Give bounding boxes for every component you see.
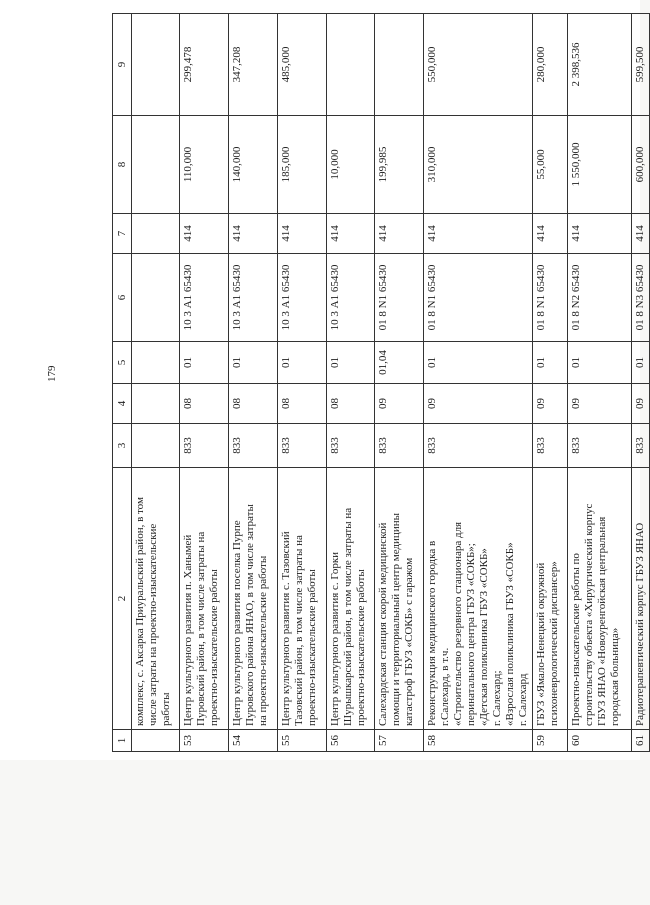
header-cell: 6 (113, 254, 132, 342)
table-row (229, 14, 278, 752)
object-name-line: Проектно-изыскательские работы по (569, 553, 582, 726)
row-number-cell: 58 (424, 730, 533, 752)
object-name-line: Центр культурного развития с. Тазовский (280, 531, 292, 726)
target-article-cell: 01 8 N1 65430 (532, 254, 567, 342)
object-name-cell (532, 468, 567, 730)
subsection-code-cell: 01 (424, 342, 533, 384)
object-name-cell (327, 468, 375, 730)
object-name-line: городская больница» (608, 627, 621, 726)
subsection-code-cell (132, 342, 180, 384)
subsection-code-cell: 01,04 (375, 342, 424, 384)
object-name-cell (229, 468, 278, 730)
row-number-cell: 59 (532, 730, 567, 752)
target-article-cell: 10 3 А1 65430 (229, 254, 278, 342)
expense-type-cell: 414 (631, 214, 649, 254)
object-name-line: г.Салехард, в т.ч. (438, 647, 451, 726)
header-cell: 1 (113, 730, 132, 752)
amount-year1-cell: 185,000 (278, 116, 327, 214)
row-number-cell: 55 (278, 730, 327, 752)
target-article-cell: 01 8 N1 65430 (424, 254, 533, 342)
object-name-cell (375, 468, 424, 730)
amount-year1-cell: 310,000 (424, 116, 533, 214)
ministry-code-cell: 833 (631, 424, 649, 468)
object-name-cell (180, 468, 229, 730)
object-name-line: числе затраты на проектно-изыскательские (146, 523, 159, 726)
table-row (180, 14, 229, 752)
table-row (631, 14, 649, 752)
section-code-cell: 09 (424, 384, 533, 424)
amount-year2-cell: 347,208 (229, 14, 278, 116)
object-name-line: Реконструкция медицинского городка в (426, 540, 438, 726)
target-article-cell: 01 8 N2 65430 (567, 254, 631, 342)
expense-type-cell (132, 214, 180, 254)
expense-type-cell: 414 (375, 214, 424, 254)
table-row (278, 14, 327, 752)
object-name-line: Пуровский район, в том числе затраты на (194, 531, 207, 726)
object-name-line: Шурышкарский район, в том числе затраты на (341, 507, 354, 726)
expense-type-cell: 414 (424, 214, 533, 254)
object-name-line: Центр культурного развития с. Горки (329, 551, 341, 726)
amount-year1-cell: 55,000 (532, 116, 567, 214)
section-code-cell: 09 (567, 384, 631, 424)
budget-table (112, 13, 650, 752)
subsection-code-cell: 01 (567, 342, 631, 384)
section-code-cell: 08 (229, 384, 278, 424)
amount-year2-cell: 280,000 (532, 14, 567, 116)
object-name-line: ГБУЗ «Ямало-Ненецкий окружной (534, 562, 547, 726)
object-name-line: ГБУЗ ЯНАО «Новоуренгойская центральная (595, 516, 608, 726)
expense-type-cell: 414 (532, 214, 567, 254)
object-name-line: на проектно-изыскательские работы (256, 555, 269, 726)
amount-year2-cell: 299,478 (180, 14, 229, 116)
object-name-line: катастроф ГБУЗ «СОКБ» с гаражом (402, 557, 415, 726)
section-code-cell (132, 384, 180, 424)
target-article-cell: 10 3 А1 65430 (278, 254, 327, 342)
expense-type-cell: 414 (229, 214, 278, 254)
expense-type-cell: 414 (327, 214, 375, 254)
subsection-code-cell: 01 (327, 342, 375, 384)
object-name-line: «Строительство резервного стационара для (451, 521, 464, 726)
subsection-code-cell: 01 (532, 342, 567, 384)
row-number-cell: 54 (229, 730, 278, 752)
object-name-line: психоневрологический диспансер» (547, 561, 560, 726)
ministry-code-cell: 833 (327, 424, 375, 468)
header-cell: 2 (113, 468, 132, 730)
ministry-code-cell: 833 (424, 424, 533, 468)
subsection-code-cell: 01 (229, 342, 278, 384)
object-name-line: строительству объекта «Хирургический корпус (582, 503, 595, 726)
object-name-line: работы (159, 692, 172, 726)
ministry-code-cell: 833 (567, 424, 631, 468)
amount-year2-cell: 550,000 (424, 14, 533, 116)
table-body (113, 14, 650, 752)
target-article-cell (132, 254, 180, 342)
object-name-line: комплекс, с. Аксарка Приуральский район, в том (134, 497, 146, 726)
object-name-line: перинатального центра ГБУЗ «СОКБ»; (464, 543, 477, 726)
section-code-cell: 08 (180, 384, 229, 424)
table-row (532, 14, 567, 752)
amount-year1-cell: 199,985 (375, 116, 424, 214)
object-name-line: Тазовский район, в том числе затраты на (292, 535, 305, 726)
amount-year2-cell (327, 14, 375, 116)
ministry-code-cell: 833 (229, 424, 278, 468)
amount-year2-cell (375, 14, 424, 116)
header-cell: 7 (113, 214, 132, 254)
target-article-cell: 10 3 А1 65430 (327, 254, 375, 342)
amount-year2-cell: 599,500 (631, 14, 649, 116)
header-cell: 5 (113, 342, 132, 384)
header-cell: 4 (113, 384, 132, 424)
ministry-code-cell: 833 (375, 424, 424, 468)
table-row (327, 14, 375, 752)
object-name-line: проектно-изыскательские работы (305, 569, 318, 726)
row-number-cell: 53 (180, 730, 229, 752)
ministry-code-cell: 833 (278, 424, 327, 468)
amount-year1-cell: 10,000 (327, 116, 375, 214)
table-row (567, 14, 631, 752)
object-name-line: «Детская поликлиника ГБУЗ «СОКБ» (477, 548, 490, 726)
section-code-cell: 08 (327, 384, 375, 424)
object-name-cell (278, 468, 327, 730)
subsection-code-cell: 01 (180, 342, 229, 384)
row-number-cell: 57 (375, 730, 424, 752)
amount-year1-cell: 140,000 (229, 116, 278, 214)
row-number-cell: 60 (567, 730, 631, 752)
row-number-cell: 61 (631, 730, 649, 752)
target-article-cell: 10 3 А1 65430 (180, 254, 229, 342)
amount-year1-cell (132, 116, 180, 214)
amount-year1-cell: 600,000 (631, 116, 649, 214)
object-name-line: помощи и территориальный центр медицины (389, 513, 402, 726)
header-cell: 3 (113, 424, 132, 468)
subsection-code-cell: 01 (278, 342, 327, 384)
object-name-line: Радиотерапевтический корпус ГБУЗ ЯНАО (633, 522, 646, 726)
header-cell: 9 (113, 14, 132, 116)
table-row (132, 14, 180, 752)
expense-type-cell: 414 (567, 214, 631, 254)
object-name-line: Салехардская станция скорой медицинской (377, 522, 389, 726)
row-number-cell (132, 730, 180, 752)
row-number-cell: 56 (327, 730, 375, 752)
object-name-cell (132, 468, 180, 730)
ministry-code-cell: 833 (532, 424, 567, 468)
amount-year2-cell (132, 14, 180, 116)
target-article-cell: 01 8 N3 65430 (631, 254, 649, 342)
object-name-line: Центр культурного развития п. Ханымей (182, 534, 194, 726)
expense-type-cell: 414 (180, 214, 229, 254)
section-code-cell: 08 (278, 384, 327, 424)
table-row (424, 14, 533, 752)
object-name-line: Центр культурного развития поселка Пурпе (231, 520, 243, 726)
expense-type-cell: 414 (278, 214, 327, 254)
subsection-code-cell: 01 (631, 342, 649, 384)
amount-year2-cell: 485,000 (278, 14, 327, 116)
header-row (113, 14, 132, 752)
section-code-cell: 09 (532, 384, 567, 424)
ministry-code-cell: 833 (180, 424, 229, 468)
object-name-line: г. Салехард; (490, 670, 503, 726)
header-cell: 8 (113, 116, 132, 214)
rotated-table-container (112, 14, 646, 752)
object-name-line: «Взрослая поликлиника ГБУЗ «СОКБ» (503, 542, 516, 726)
ministry-code-cell (132, 424, 180, 468)
object-name-cell (424, 468, 533, 730)
object-name-cell (631, 468, 649, 730)
object-name-line: Пуровского района ЯНАО, в том числе затраты (243, 504, 256, 726)
section-code-cell: 09 (375, 384, 424, 424)
object-name-line: г. Салехард (516, 673, 529, 726)
section-code-cell: 09 (631, 384, 649, 424)
page-number: 179 (46, 365, 58, 382)
amount-year1-cell: 1 550,000 (567, 116, 631, 214)
amount-year2-cell: 2 398,536 (567, 14, 631, 116)
amount-year1-cell: 110,000 (180, 116, 229, 214)
object-name-line: проектно-изыскательские работы (207, 569, 220, 726)
table-row (375, 14, 424, 752)
object-name-cell (567, 468, 631, 730)
target-article-cell: 01 8 N1 65430 (375, 254, 424, 342)
object-name-line: проектно-изыскательские работы (354, 569, 367, 726)
